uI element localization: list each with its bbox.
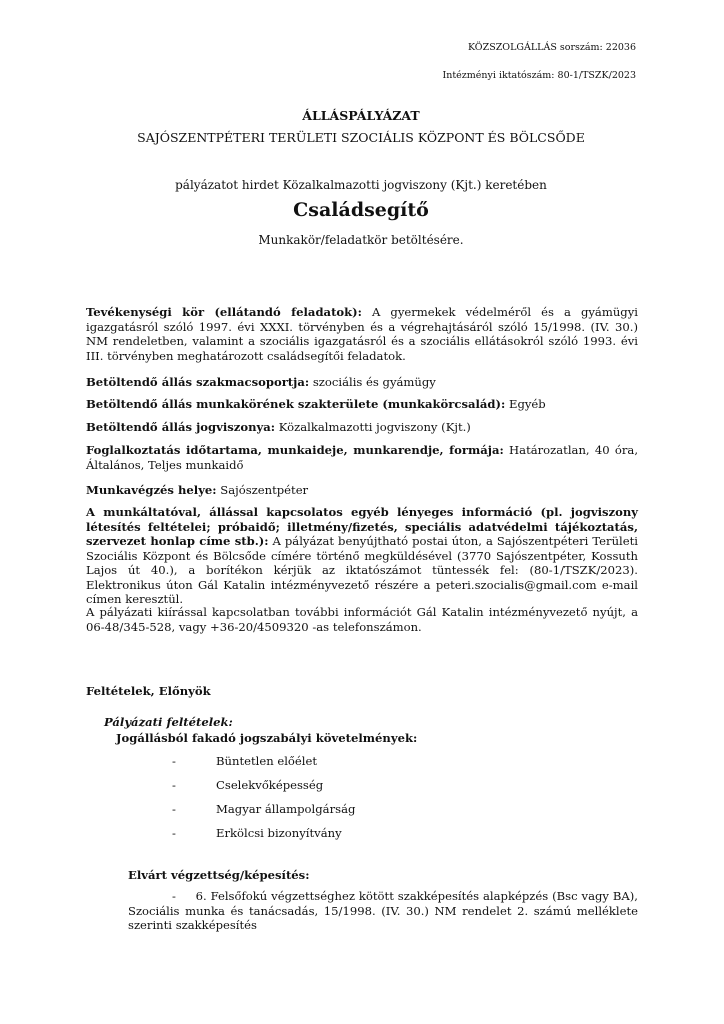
- list-dash: -: [172, 754, 176, 768]
- szakterulet-line: [86, 397, 638, 412]
- list-item-text: Magyar állampolgárság: [216, 802, 356, 816]
- vegzettseg-paragraph: [128, 889, 638, 933]
- jogviszony-value: Közalkalmazotti jogviszony (Kjt.): [275, 420, 471, 434]
- vegzettseg-text: 6. Felsőfokú végzettséghez kötött szakképesítés alapképzés (Bsc vagy BA), Szociális munka és tanácsadás, 15/1998. (IV. 30.) NM rendelet 2. számú melléklete szerinti szakképesítés: [128, 889, 638, 932]
- requirements-section-title: Feltételek, Előnyök: [86, 684, 211, 698]
- jogviszony-label: Betöltendő állás jogviszonya:: [86, 420, 276, 434]
- szakmacsoport-line: [86, 375, 638, 390]
- list-item-text: Erkölcsi bizonyítvány: [216, 826, 342, 840]
- list-item-text: Cselekvőképesség: [216, 778, 324, 792]
- foglalkoztatas-paragraph: [86, 443, 638, 472]
- szakterulet-label: Betöltendő állás munkakörének szakterülete (munkakörcsalád):: [86, 397, 506, 411]
- foglalkoztatas-value: Határozatlan, 40 óra, Általános, Teljes munkaidő: [86, 443, 638, 472]
- organization-name: SAJÓSZENTPÉTERI TERÜLETI SZOCIÁLIS KÖZPONT ÉS BÖLCSŐDE: [137, 130, 585, 145]
- szakmacsoport-value: szociális és gyámügy: [309, 375, 436, 389]
- jogviszony-line: [86, 420, 638, 435]
- list-dash: -: [172, 826, 176, 840]
- munkavegzes-line: [86, 483, 638, 498]
- tevekenysegi-text: A gyermekek védelméről és a gyámügyi igazgatásról szóló 1997. évi XXXI. törvényben és a végrehajtásáról szóló 15/1998. (IV. 30.) NM rendeletben, valamint a szociális igazgatásról és a szociális ellátásokról szóló 1993. évi III. törvényben meghatározott családsegítői feladatok.: [86, 305, 638, 363]
- list-item: [172, 778, 323, 792]
- tevekenysegi-paragraph: [86, 305, 638, 363]
- palyazati-feltetelek-label: Pályázati feltételek:: [104, 715, 233, 729]
- info-value: A pályázat benyújtható postai úton, a Sajószentpéteri Területi Szociális Központ és Bölcsőde címére történő megküldésével (3770 Sajószentpéter, Kossuth Lajos út 40.), a borítékon kérjük az iktatószámot tüntessék fel: (80-1/TSZK/2023). Elektronikus úton Gál Katalin intézményvezető részére a peteri.szocialis@gmail.com e-mail címen keresztül.: [86, 534, 638, 606]
- munkavegzes-label: Munkavégzés helye:: [86, 483, 217, 497]
- list-item: [172, 826, 342, 840]
- list-dash: -: [172, 802, 176, 816]
- vegzettseg-label: Elvárt végzettség/képesítés:: [128, 868, 310, 882]
- job-title: Családsegítő: [293, 199, 429, 221]
- list-item: [172, 802, 355, 816]
- list-item-text: Büntetlen előélet: [216, 754, 317, 768]
- jogallas-label: Jogállásból fakadó jogszabályi követelmények:: [116, 731, 418, 745]
- contact-paragraph: A pályázati kiírással kapcsolatban további információt Gál Katalin intézményvezető nyújt, a 06-48/345-528, vagy +36-20/4509320 -as telefonszámon.: [86, 605, 638, 634]
- job-subtitle: Munkakör/feladatkör betöltésére.: [258, 233, 464, 247]
- list-dash: -: [172, 778, 176, 792]
- document-heading: ÁLLÁSPÁLYÁZAT: [302, 108, 420, 123]
- szakmacsoport-label: Betöltendő állás szakmacsoportja:: [86, 375, 310, 389]
- info-paragraph: [86, 505, 638, 607]
- kozszolgalas-number: KÖZSZOLGÁLLÁS sorszám: 22036: [467, 42, 636, 53]
- list-item: [172, 754, 317, 768]
- szakterulet-value: Egyéb: [505, 397, 546, 411]
- announcement-line: pályázatot hirdet Közalkalmazotti jogviszony (Kjt.) keretében: [175, 178, 547, 192]
- munkavegzes-value: Sajószentpéter: [216, 483, 309, 497]
- info-label: A munkáltatóval, állással kapcsolatos egyéb lényeges információ (pl. jogviszony létesítés feltételei; próbaidő; illetmény/fizetés, speciális adatvédelmi tájékoztatás, szervezet honlap címe stb.):: [86, 505, 638, 548]
- vegzettseg-dash: -: [172, 889, 176, 903]
- tevekenysegi-label: Tevékenységi kör (ellátandó feladatok):: [86, 305, 362, 319]
- foglalkoztatas-label: Foglalkoztatás időtartama, munkaideje, munkarendje, formája:: [86, 443, 504, 457]
- institution-filing-number: Intézményi iktatószám: 80-1/TSZK/2023: [442, 70, 636, 81]
